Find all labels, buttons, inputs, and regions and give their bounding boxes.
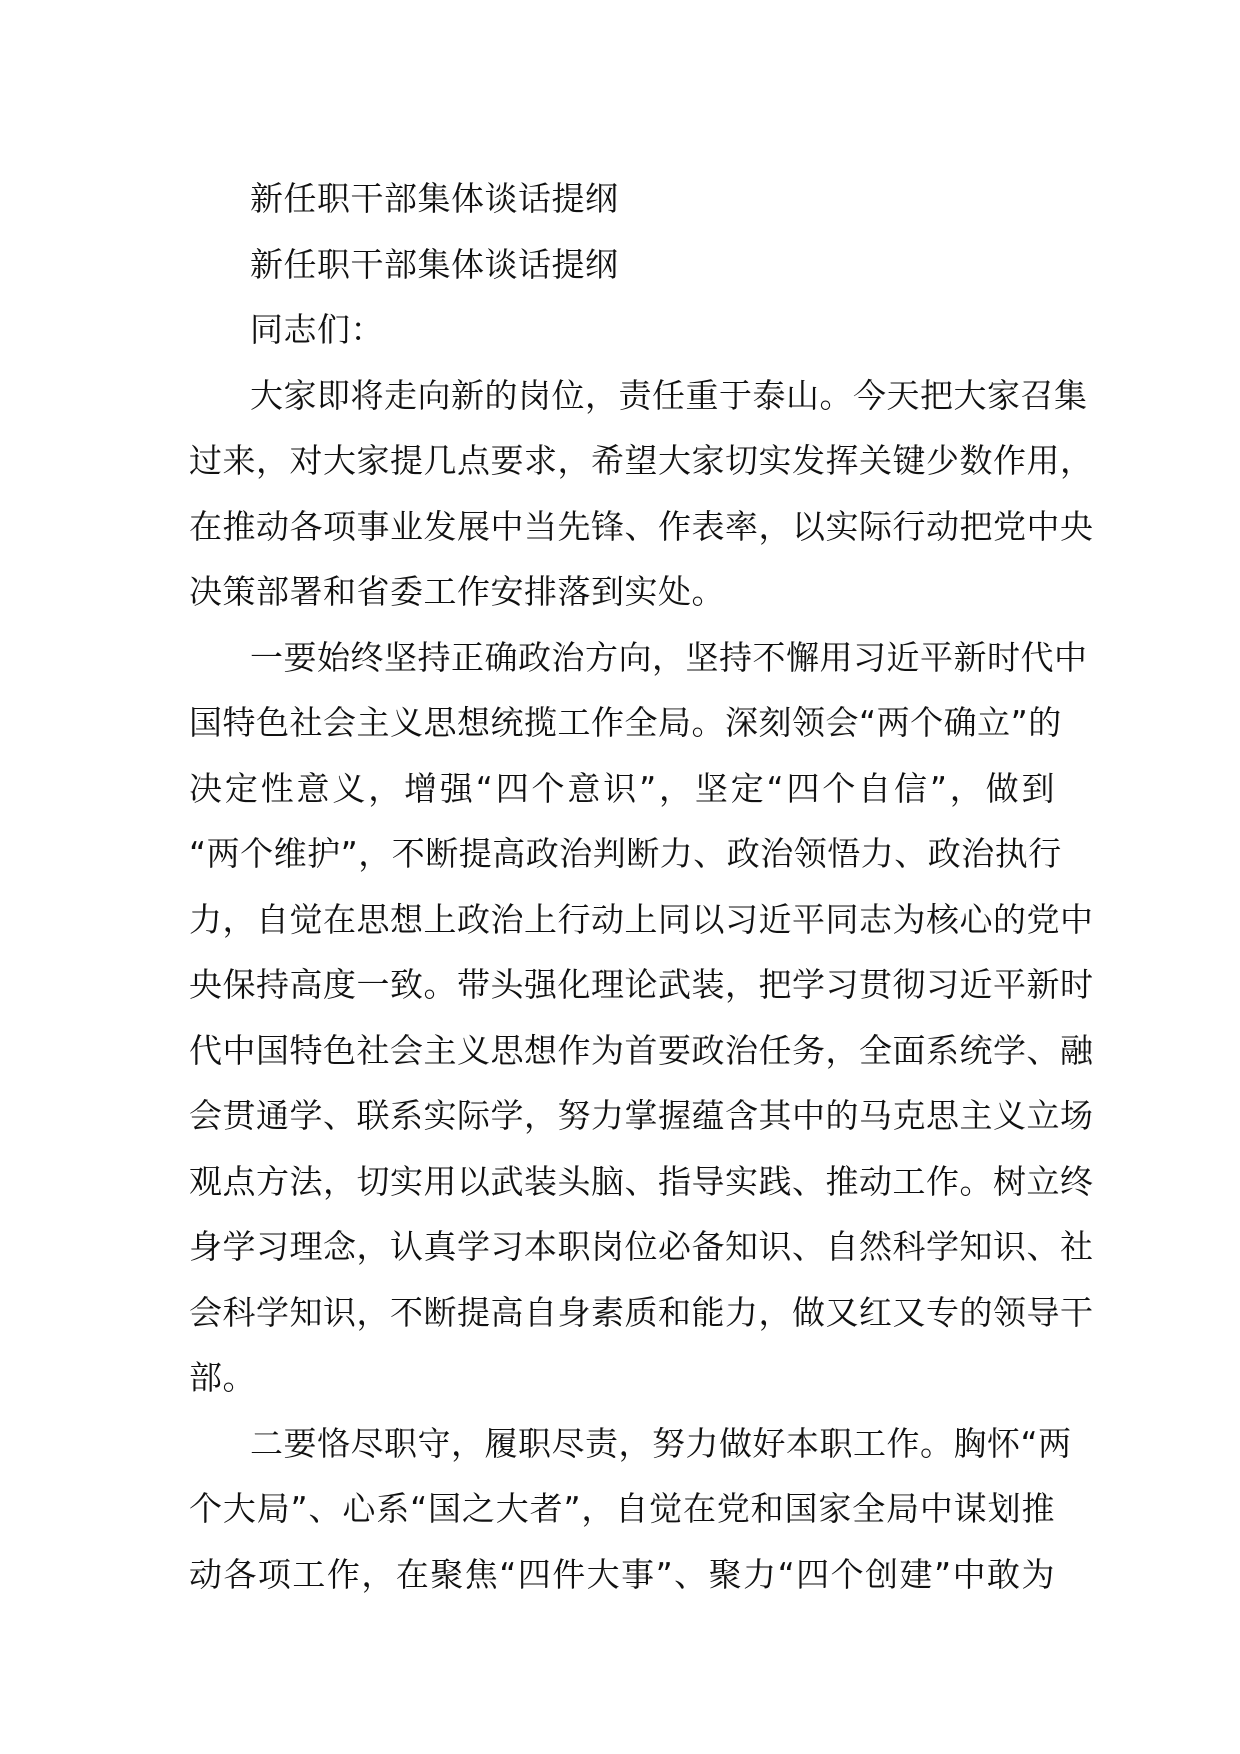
paragraph-2-line-8: 会贯通学、联系实际学，努力掌握蕴含其中的马克思主义立场 — [189, 1096, 1094, 1135]
paragraph-3-line-2: 个大局”、心系“国之大者”，自觉在党和国家全局中谋划推 — [189, 1489, 1055, 1528]
paragraph-2-line-1: 一要始终坚持正确政治方向，坚持不懈用习近平新时代中 — [250, 637, 1088, 677]
paragraph-2-line-12: 部。 — [189, 1358, 256, 1397]
paragraph-1-line-3: 在推动各项事业发展中当先锋、作表率，以实际行动把党中央 — [189, 506, 1094, 546]
paragraph-2-line-9: 观点方法，切实用以武装头脑、指导实践、推动工作。树立终 — [189, 1161, 1094, 1201]
paragraph-3-line-3: 动各项工作，在聚焦“四件大事”、聚力“四个创建”中敢为 — [189, 1554, 1055, 1594]
paragraph-1-line-4: 决策部署和省委工作安排落到实处。 — [189, 572, 725, 611]
paragraph-2-line-10: 身学习理念，认真学习本职岗位必备知识、自然科学知识、社 — [189, 1227, 1094, 1266]
paragraph-3-line-1: 二要恪尽职守，履职尽责，努力做好本职工作。胸怀“两 — [250, 1423, 1072, 1463]
document-subtitle: 新任职干部集体谈话提纲 — [250, 244, 619, 284]
paragraph-2-line-2: 国特色社会主义思想统揽工作全局。深刻领会“两个确立”的 — [189, 703, 1062, 742]
paragraph-2-line-6: 央保持高度一致。带头强化理论武装，把学习贯彻习近平新时 — [189, 965, 1094, 1004]
salutation: 同志们： — [250, 310, 384, 349]
paragraph-2-line-5: 力，自觉在思想上政治上行动上同以习近平同志为核心的党中 — [189, 899, 1094, 939]
paragraph-1-line-1: 大家即将走向新的岗位，责任重于泰山。今天把大家召集 — [250, 375, 1088, 415]
document-title: 新任职干部集体谈话提纲 — [250, 179, 619, 218]
paragraph-2-line-3: 决定性意义，增强“四个意识”，坚定“四个自信”，做到 — [189, 768, 1055, 808]
paragraph-2-line-11: 会科学知识，不断提高自身素质和能力，做又红又专的领导干 — [189, 1292, 1094, 1332]
document-body — [189, 166, 1094, 1607]
paragraph-2-line-7: 代中国特色社会主义思想作为首要政治任务，全面系统学、融 — [189, 1030, 1094, 1070]
paragraph-2-line-4: “两个维护”，不断提高政治判断力、政治领悟力、政治执行 — [189, 834, 1062, 873]
paragraph-1-line-2: 过来，对大家提几点要求，希望大家切实发挥关键少数作用， — [189, 441, 1094, 480]
